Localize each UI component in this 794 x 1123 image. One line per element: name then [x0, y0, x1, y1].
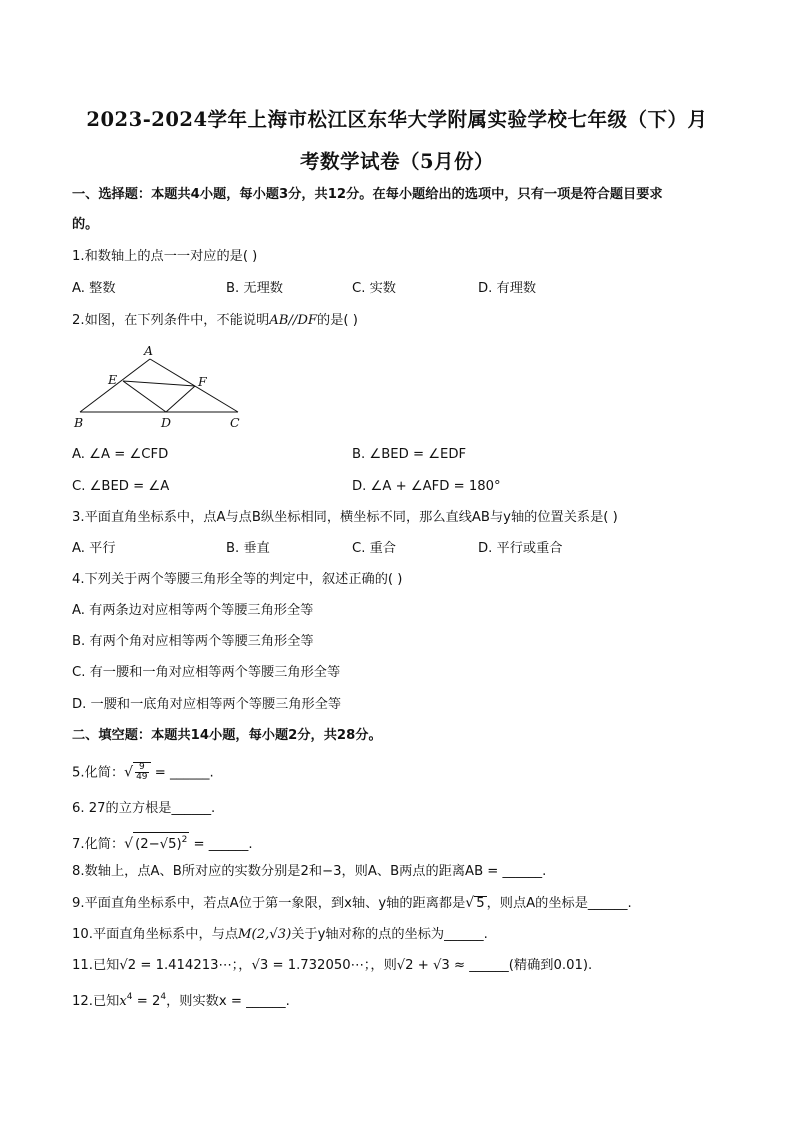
question-1-option-a[interactable]: A. 整数: [72, 281, 116, 296]
label-f: F: [198, 374, 207, 389]
question-5-suffix: = ______.: [150, 765, 214, 781]
question-12-suffix: ，则实数x = ______.: [166, 994, 290, 1009]
question-3-option-b[interactable]: B. 垂直: [226, 541, 270, 556]
question-12-prefix: 12.已知: [72, 994, 120, 1009]
question-4-option-d[interactable]: D. 一腰和一底角对应相等两个等腰三角形全等: [72, 697, 342, 712]
section-1-heading: 一、选择题：本题共4小题，每小题3分，共12分。在每小题给出的选项中，只有一项是符合题目要求: [72, 187, 663, 202]
label-b: B: [74, 415, 84, 430]
question-5-prefix: 5.化简：: [72, 765, 125, 781]
question-4-stem: 4.下列关于两个等腰三角形全等的判定中，叙述正确的( ): [72, 572, 403, 587]
sqrt-symbol: √: [465, 895, 475, 911]
question-2-stem: [72, 312, 358, 330]
question-12-equals: = 2: [132, 994, 161, 1009]
segment-ef: [123, 381, 195, 386]
question-12-exponent-1: 4: [126, 992, 133, 1002]
question-4-option-b[interactable]: B. 有两个角对应相等两个等腰三角形全等: [72, 634, 314, 649]
question-7-suffix: = ______.: [189, 837, 253, 852]
label-a: A: [144, 343, 154, 358]
question-3-stem: 3.平面直角坐标系中，点A与点B纵坐标相同，横坐标不同，那么直线AB与y轴的位置关系是( ): [72, 510, 618, 525]
question-12: [72, 988, 290, 1011]
question-2-stem-math: AB//DF: [269, 313, 318, 328]
exam-title-line-1: 2023-2024学年上海市松江区东华大学附属实验学校七年级（下）月: [86, 108, 708, 131]
question-1-stem: 1.和数轴上的点一一对应的是( ): [72, 249, 258, 264]
question-2-stem-prefix: 2.如图，在下列条件中，不能说明: [72, 313, 270, 328]
question-4-option-a[interactable]: A. 有两条边对应相等两个等腰三角形全等: [72, 603, 314, 618]
question-12-variable: x: [119, 994, 127, 1009]
question-9-prefix: 9.平面直角坐标系中，若点A位于第一象限，到x轴、y轴的距离都是: [72, 896, 466, 911]
question-10: [72, 926, 488, 944]
question-6: 6. 27的立方根是______.: [72, 801, 216, 816]
question-4-option-c[interactable]: C. 有一腰和一角对应相等两个等腰三角形全等: [72, 665, 341, 680]
fraction-numerator: 9: [135, 763, 148, 773]
label-c: C: [230, 415, 240, 430]
question-2-option-c[interactable]: C. ∠BED = ∠A: [72, 479, 170, 494]
question-7-exponent: 2: [181, 835, 188, 845]
question-2-option-b[interactable]: B. ∠BED = ∠EDF: [352, 447, 467, 462]
question-1-option-c[interactable]: C. 实数: [352, 281, 396, 296]
question-9-radicand: 5: [476, 896, 485, 911]
exam-title-line-2: 考数学试卷（5月份）: [299, 150, 495, 173]
section-2-heading: 二、填空题：本题共14小题，每小题2分，共28分。: [72, 728, 382, 743]
question-10-point: M(2,√3): [238, 927, 292, 942]
question-7-radicand: (2−√5): [135, 837, 182, 852]
question-5: [72, 762, 214, 783]
section-1-heading-cont: 的。: [72, 217, 99, 232]
question-12-exponent-2: 4: [160, 992, 167, 1002]
question-2-stem-suffix: 的是( ): [317, 313, 358, 328]
question-9-suffix: ，则点A的坐标是______.: [486, 896, 632, 911]
question-11: 11.已知√2 = 1.414213⋯；，√3 = 1.732050⋯；，则√2 + √3 ≈ ______(精确到0.01).: [72, 958, 593, 973]
question-7-prefix: 7.化简：: [72, 837, 125, 852]
question-3-option-c[interactable]: C. 重合: [352, 541, 396, 556]
label-d: D: [161, 415, 172, 430]
label-e: E: [108, 372, 118, 387]
sqrt-symbol: √: [124, 836, 134, 852]
question-5-fraction: [135, 763, 148, 782]
segment-df: [166, 386, 195, 412]
question-3-option-a[interactable]: A. 平行: [72, 541, 116, 556]
question-10-suffix: 关于y轴对称的点的坐标为______.: [291, 927, 488, 942]
question-2-figure: [70, 340, 255, 432]
question-1-option-b[interactable]: B. 无理数: [226, 281, 283, 296]
question-2-option-d[interactable]: D. ∠A + ∠AFD = 180°: [352, 479, 501, 494]
question-9: [72, 894, 632, 913]
fraction-denominator: 49: [136, 772, 148, 782]
segment-ed: [123, 381, 166, 412]
question-8: 8.数轴上，点A、B所对应的实数分别是2和−3，则A、B两点的距离AB = ______.: [72, 864, 547, 879]
question-10-prefix: 10.平面直角坐标系中，与点: [72, 927, 239, 942]
question-7: [72, 832, 253, 854]
sqrt-symbol: √: [124, 764, 134, 781]
question-1-option-d[interactable]: D. 有理数: [478, 281, 537, 296]
question-3-option-d[interactable]: D. 平行或重合: [478, 541, 563, 556]
question-2-option-a[interactable]: A. ∠A = ∠CFD: [72, 447, 169, 462]
